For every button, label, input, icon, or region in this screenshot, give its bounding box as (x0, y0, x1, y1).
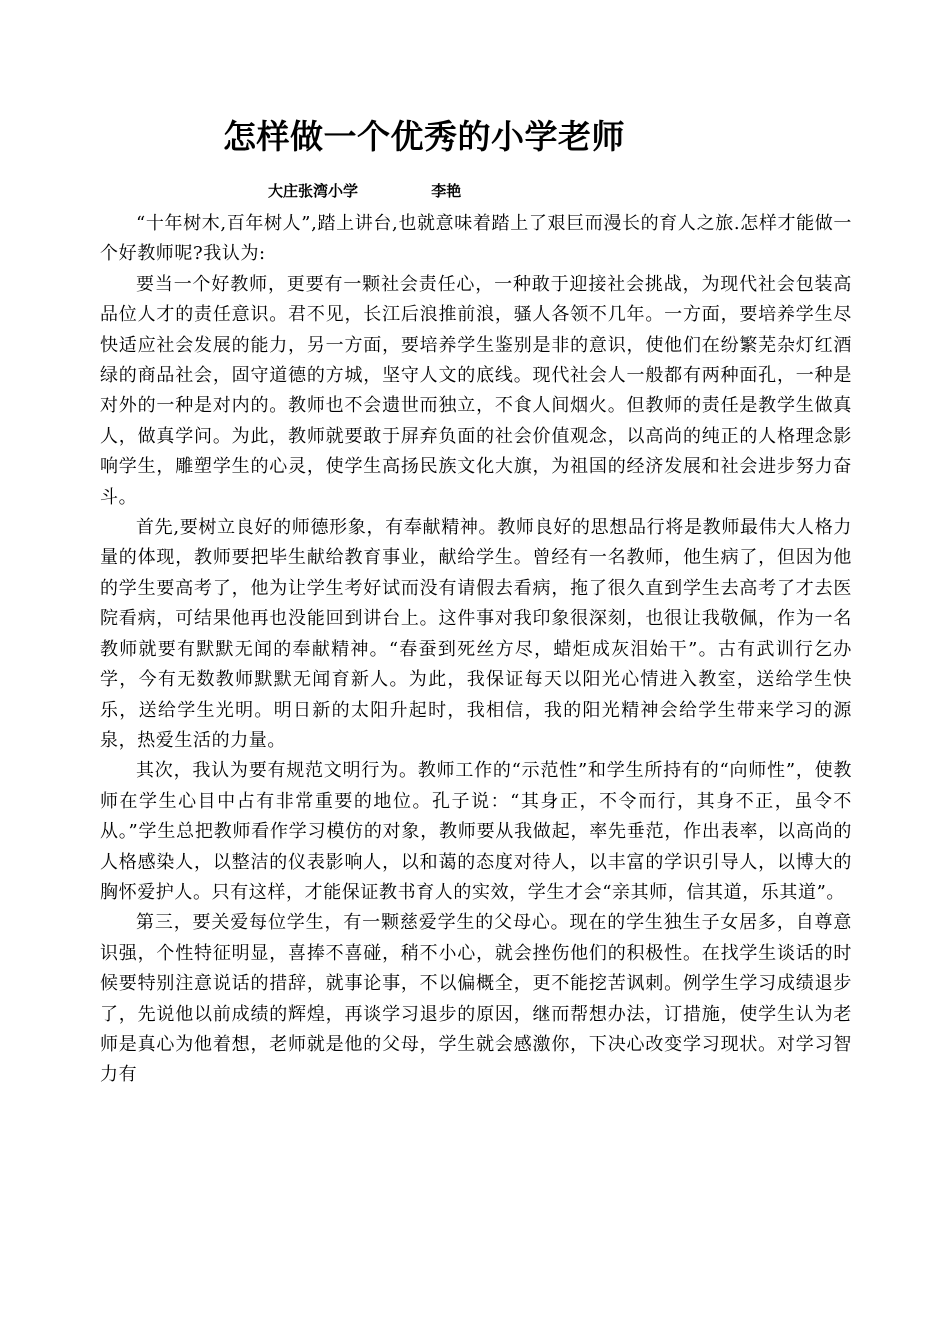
byline (268, 180, 461, 202)
document-title: 怎样做一个优秀的小学老师 (223, 117, 625, 156)
paragraph-intro: “十年树木,百年树人”,踏上讲台,也就意味着踏上了艰巨而漫长的育人之旅.怎样才能做一个好教师呢?我认为: (100, 213, 852, 265)
paragraph-third: 第三，要关爱每位学生，有一颗慈爱学生的父母心。现在的学生独生子女居多，自尊意识强，个性特征明显，喜捧不喜碰，稍不小心，就会挫伤他们的积极性。在找学生谈话的时候要特别注意说话的措辞，就事论事，不以偏概全，更不能挖苦讽刺。例学生学习成绩退步了，先说他以前成绩的辉煌，再谈学习退步的原因，继而帮想办法，订措施，使学生认为老师是真心为他着想，老师就是他的父母，学生就会感激你，下决心改变学习现状。对学习智力有 (100, 912, 852, 1086)
paragraph-second: 其次，我认为要有规范文明行为。教师工作的“示范性”和学生所持有的“向师性”，使教师在学生心目中占有非常重要的地位。孔子说：“其身正，不令而行，其身不正，虽令不从。”学生总把教师看作学习模仿的对象，教师要从我做起，率先垂范，作出表率，以高尚的人格感染人，以整洁的仪表影响人，以和蔼的态度对待人，以丰富的学识引导人，以博大的胸怀爱护人。只有这样，才能保证教书育人的实效，学生才会“亲其师，信其道，乐其道”。 (100, 760, 852, 903)
paragraph-responsibility: 要当一个好教师，更要有一颗社会责任心，一种敢于迎接社会挑战，为现代社会包装高品位人才的责任意识。君不见，长江后浪推前浪，骚人各领不几年。一方面，要培养学生尽快适应社会发展的能力，另一方面，要培养学生鉴别是非的意识，使他们在纷繁芜杂灯红酒绿的商品社会，固守道德的方城，坚守人文的底线。现代社会人一般都有两种面孔，一种是对外的一种是对内的。教师也不会遗世而独立，不食人间烟火。但教师的责任是教学生做真人，做真学问。为此，教师就要敢于屏弃负面的社会价值观念，以高尚的纯正的人格理念影响学生，雕塑学生的心灵，使学生高扬民族文化大旗，为祖国的经济发展和社会进步努力奋斗。 (100, 273, 852, 508)
author-name: 李艳 (431, 182, 462, 200)
school-name: 大庄张湾小学 (268, 182, 359, 200)
body-text (100, 209, 852, 1091)
paragraph-first: 首先,要树立良好的师德形象，有奉献精神。教师良好的思想品行将是教师最伟大人格力量的体现，教师要把毕生献给教育事业，献给学生。曾经有一名教师，他生病了，但因为他的学生要高考了，他为让学生考好试而没有请假去看病，拖了很久直到学生去高考了才去医院看病，可结果他再也没能回到讲台上。这件事对我印象很深刻，也很让我敬佩，作为一名教师就要有默默无闻的奉献精神。“春蚕到死丝方尽，蜡炬成灰泪始干”。古有武训行乞办学，今有无数教师默默无闻育新人。为此，我保证每天以阳光心情进入教室，送给学生快乐，送给学生光明。明日新的太阳升起时，我相信，我的阳光精神会给学生带来学习的源泉，热爱生活的力量。 (100, 517, 852, 751)
